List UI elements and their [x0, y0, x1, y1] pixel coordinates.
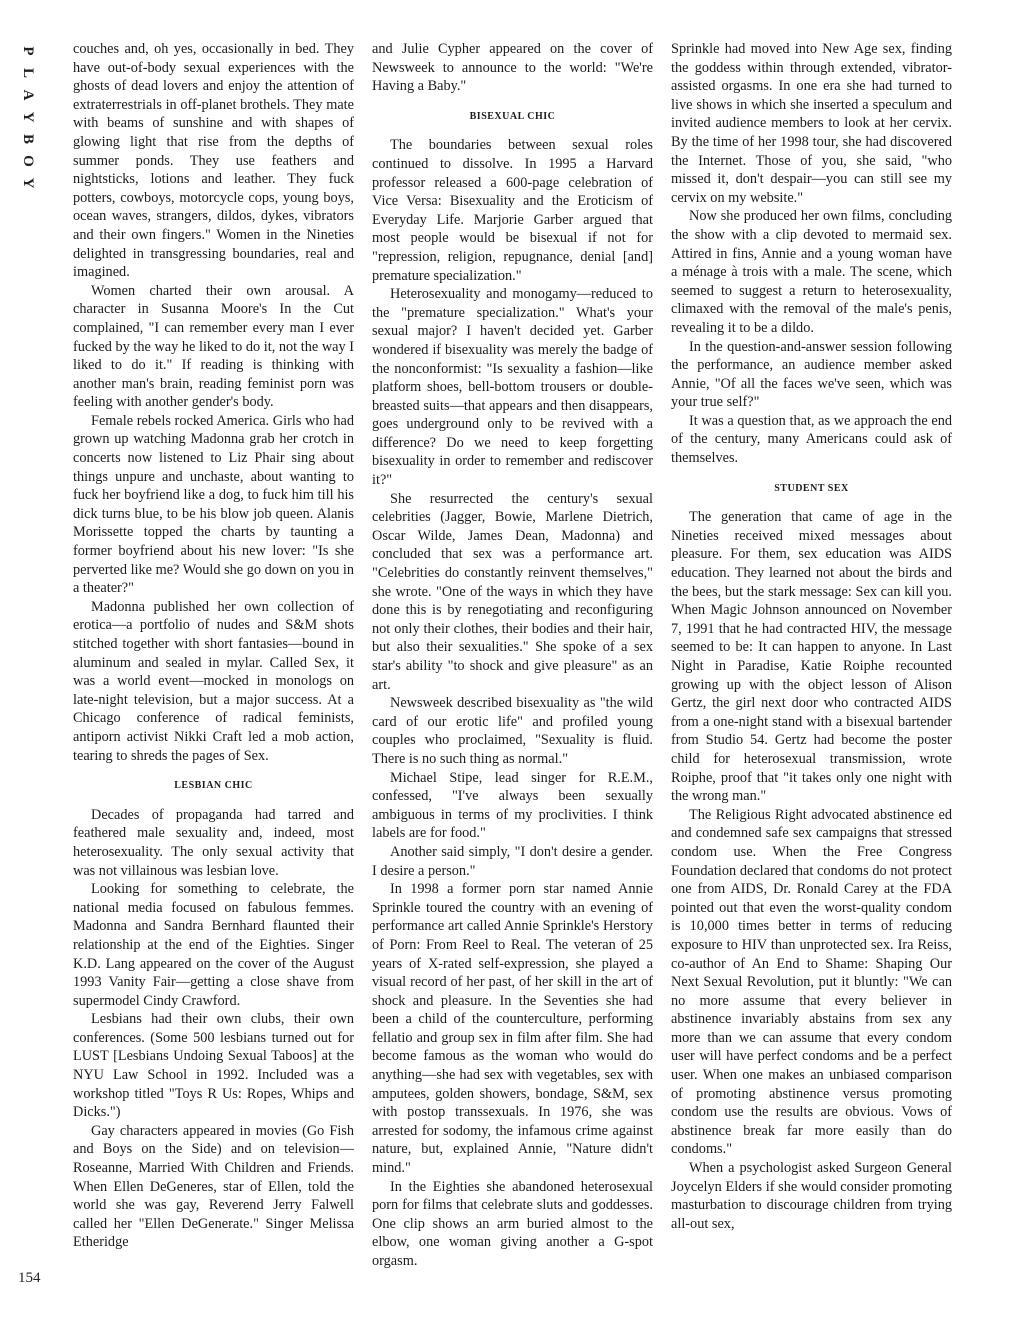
paragraph: Heterosexuality and monogamy—reduced to the "premature specialization." What's your sexual major? I haven't decided yet. Garber wondered if bisexuality was merely the badge of the nonconformist: "Is sexuality a fashion—like platform shoes, bell-bottom trousers or double-breasted suits—that appears and then disappears, goes underground only to be revived with a difference? Do we need to keep forgetting bisexuality in order to remember and rediscover it?" [372, 286, 653, 489]
paragraph: Sprinkle had moved into New Age sex, finding the goddess within through extended, vibrator-assisted orgasms. In one era she had turned to live shows in which she inserted a speculum and invited audience members to look at her cervix. By the time of her 1998 tour, she had discovered the Internet. Those of you, she said, "who missed it, don't despair—you can still see my cervix on my website." [671, 41, 952, 206]
paragraph: Michael Stipe, lead singer for R.E.M., confessed, "I've always been sexually ambiguous in terms of my proclivities. I think labels are for food." [372, 769, 653, 842]
paragraph: Lesbians had their own clubs, their own conferences. (Some 500 lesbians turned out for LUST [Lesbians Undoing Sexual Taboos] at the NYU Law School in 1992. Included was a workshop titled "Toys R Us: Ropes, Whips and Dicks.") [73, 1011, 354, 1121]
paragraph: Women charted their own arousal. A character in Susanna Moore's In the Cut complained, "I can remember every man I ever fucked by the way he liked to do it, not the way I liked to do it." If reading is thinking with another man's brain, reading feminist porn was feeling with another gender's body. [73, 282, 354, 411]
paragraph: and Julie Cypher appeared on the cover of Newsweek to announce to the world: "We're Having a Baby." [372, 41, 653, 95]
paragraph: She resurrected the century's sexual celebrities (Jagger, Bowie, Marlene Dietrich, Oscar Wilde, James Dean, Madonna) and concluded that sex was a performance art. "Celebrities do constantly reinvent themselves," she wrote. "One of the ways in which they have done this is by renegotiating and reconfiguring not only their clothes, their bodies and their hair, but also their sexualities." She spoke of a sex star's ability "to shock and give pleasure" as an art. [372, 490, 653, 693]
magazine-letter: B [20, 133, 36, 144]
paragraph: In the question-and-answer session following the performance, an audience member asked Annie, "Of all the faces we've seen, which was your true self?" [671, 338, 952, 411]
paragraph: Now she produced her own films, concluding the show with a clip devoted to mermaid sex. Attired in fins, Annie and a young woman have a ménage à trois with a male. The scene, which seemed to suggest a return to heterosexuality, climaxed with the removal of the male's penis, revealing it to be a dildo. [671, 208, 952, 336]
magazine-letter: O [20, 155, 36, 167]
paragraph: Female rebels rocked America. Girls who had grown up watching Madonna grab her crotch in concerts now listened to Liz Phair sing about things unpure and unchaste, about wanting to fuck her boyfriend like a dog, to fuck him till his dick turns blue, to be his blow job queen. Alanis Morissette topped the charts by taunting a former boyfriend about his new lover: "Is she perverted like me? Would she go down on you in a theater?" [73, 412, 354, 597]
paragraph: Another said simply, "I don't desire a gender. I desire a person." [372, 843, 653, 879]
paragraph: Looking for something to celebrate, the national media focused on fabulous femmes. Madonna and Sandra Bernhard flaunted their relationship at the end of the Eighties. Singer K.D. Lang appeared on the cover of the August 1993 Vanity Fair—getting a close shave from supermodel Cindy Crawford. [73, 881, 354, 1009]
magazine-letter: Y [20, 111, 36, 123]
column-2 [372, 40, 653, 1300]
page-number: 154 [18, 1270, 41, 1286]
paragraph: The Religious Right advocated abstinence ed and condemned safe sex campaigns that stressed condom use. When the Free Congress Foundation declared that condoms do not protect one from AIDS, Dr. Ronald Carey at the FDA pointed out that even the worst-quality condom is 10,000 times better in terms of reducing exposure to HIV than unprotected sex. Ira Reiss, co-author of An End to Shame: Shaping Our Next Sexual Revolution, put it bluntly: "We can no more assume that every believer in abstinence invariably abstains from sex any more than we can assume that every condom user will have perfect condoms and be a perfect user. When one makes an unbiased comparison of promoting abstinence versus promoting condom use the results are obvious. Vows of abstinence break far more easily than do condoms." [671, 806, 952, 1158]
section-heading: BISEXUAL CHIC [469, 110, 556, 122]
paragraph: In 1998 a former porn star named Annie Sprinkle toured the country with an evening of performance art called Annie Sprinkle's Herstory of Porn: From Reel to Real. The veteran of 25 years of X-rated self-expression, she played a visual record of her past, of her skill in the art of shock and pleasure. In the Seventies she had been a child of the counterculture, performing fellatio and group sex in film after film. She had become famous as the woman who would do anything—she had sex with vegetables, sex with amputees, golden showers, bondage, S&M, sex with postop transsexuals. In 1976, she was arrested for sodomy, the infamous crime against nature, but, explained Annie, "Nature didn't mind." [372, 881, 653, 1177]
section-heading: STUDENT SEX [774, 482, 849, 494]
magazine-letter: P [20, 46, 36, 56]
paragraph: The boundaries between sexual roles continued to dissolve. In 1995 a Harvard professor released a 600-page celebration of Vice Versa: Bisexuality and the Eroticism of Everyday Life. Marjorie Garber argued that most people would be bisexual if not for "repression, religion, repugnance, denial [and] premature specialization." [372, 137, 653, 284]
magazine-letter: A [20, 89, 36, 101]
paragraph: Madonna published her own collection of erotica—a portfolio of nudes and S&M shots stitched together with short fantasies—bound in aluminum and sealed in mylar. Called Sex, it was a world event—mocked in monologs on late-night television, but a major success. At a Chicago conference of radical feminists, antiporn activist Nikki Craft led a mob action, tearing to shreds the pages of Sex. [73, 598, 354, 764]
paragraph: The generation that came of age in the Nineties received mixed messages about pleasure. For them, sex education was AIDS education. They learned not about the birds and the bees, but the stark message: Sex can kill you. When Magic Johnson announced on November 7, 1991 that he had contracted HIV, the message seemed to be: It can happen to anyone. In Last Night in Paradise, Katie Roiphe recounted growing up with the object lesson of Alison Gertz, the girl next door who contracted AIDS from a one-night stand with a bisexual bartender from Studio 54. Gertz had become the poster child for heterosexual transmission, wrote Roiphe, proof that "it takes only one night with the wrong man." [671, 509, 952, 805]
section-heading: LESBIAN CHIC [174, 780, 253, 792]
magazine-letter: L [20, 67, 36, 78]
paragraph: Decades of propaganda had tarred and feathered male sexuality and, indeed, most heterosexuality. The only sexual activity that was not villainous was lesbian love. [73, 806, 354, 879]
column-3 [671, 40, 952, 1300]
paragraph: It was a question that, as we approach the end of the century, many Americans could ask of themselves. [671, 412, 952, 467]
paragraph: Newsweek described bisexuality as "the wild card of our erotic life" and profiled young couples who proclaimed, "Sexuality is fluid. There is no such thing as normal." [372, 695, 653, 767]
paragraph: In the Eighties she abandoned heterosexual porn for films that celebrate sluts and goddesses. One clip shows an arm buried almost to the elbow, one woman giving another a G-spot orgasm. [372, 1178, 653, 1269]
paragraph: When a psychologist asked Surgeon General Joycelyn Elders if she would consider promoting masturbation to discourage children from trying all-out sex, [671, 1160, 952, 1232]
column-1 [73, 40, 354, 1300]
magazine-letter: Y [20, 177, 36, 189]
paragraph: Gay characters appeared in movies (Go Fish and Boys on the Side) and on television—Roseanne, Married With Children and Friends. When Ellen DeGeneres, star of Ellen, told the world she was gay, Reverend Jerry Falwell called her "Ellen DeGenerate." Singer Melissa Etheridge [73, 1122, 354, 1251]
paragraph: couches and, oh yes, occasionally in bed. They have out-of-body sexual experiences with the ghosts of dead lovers and enjoy the attention of extraterrestrials in off-planet brothels. They mate with beams of sunshine and with shapes of glowing light that rise from the depths of summer ponds. They use feathers and nightsticks, lotions and leather. They fuck potters, cowboys, motorcycle cops, young boys, ocean waves, strangers, dildos, dykes, vibrators and their own fingers." Women in the Nineties delighted in transgressing boundaries, real and imagined. [73, 41, 354, 281]
magazine-name-vertical [18, 40, 38, 194]
